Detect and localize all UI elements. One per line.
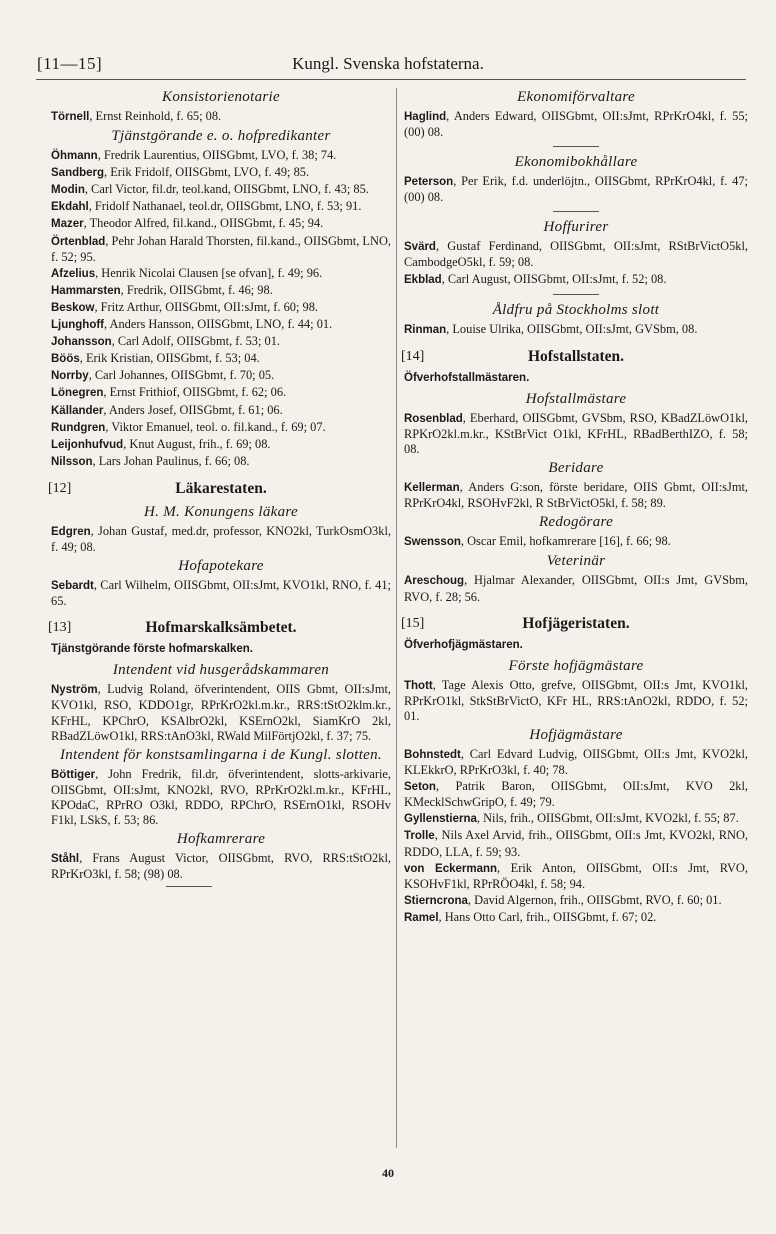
entry [51,109,391,125]
entry-text: , Fridolf Nathanael, teol.dr, OIISGbmt, LNO, f. 53; 91. [88,199,362,214]
entry-name: Ekdahl [51,201,89,214]
entry-text: , David Algernon, frih., OIISGbmt, RVO, f. 60; 01. [467,892,722,907]
entry-name: Rundgren [51,421,106,434]
entry-name: Seton [404,781,436,794]
entry-name: Örtenblad [51,235,106,248]
entry-text: , Nils Axel Arvid, frih., OIISGbmt, OII:s Jmt, KVO2kl, RNO, RDDO, LLA, f. 59; 93. [404,828,748,859]
entry-name: Bohnstedt [404,748,461,761]
group-heading: Hofkamrerare [176,831,266,848]
entry [404,678,748,724]
entry-name: Haglind [404,111,447,123]
entry-name: Swensson [404,536,461,549]
entry-text: , Fredrik, OIISGbmt, f. 46; 98. [120,282,273,297]
group-heading: Intendent vid husgerådskammaren [112,662,330,679]
entry-text: , Nils, frih., OIISGbmt, OII:sJmt, KVO2kl, f. 55; 87. [476,811,739,826]
entry-name: Svärd [404,241,436,254]
entry-text: , Knut August, frih., f. 69; 08. [123,436,271,451]
group-heading: Ekonomibokhållare [514,154,638,171]
entry [404,811,748,827]
entry [404,411,748,457]
entry-name: Leijonhufvud [51,438,124,451]
group-heading: Hofapotekare [178,558,264,575]
group-heading: Hofstallmästare [525,390,627,407]
entry [51,851,391,882]
entry-text: , Carl Wilhelm, OIISGbmt, OII:sJmt, KVO1kl, RNO, f. 41; 65. [51,578,391,609]
entry-name: Törnell [51,111,90,123]
header-section-range: [11—15] [37,54,103,73]
entry-name: Afzelius [51,267,96,280]
entry-name: Rosenblad [404,412,463,425]
entry-text: , Lars Johan Paulinus, f. 66; 08. [92,453,250,468]
entry-text: , Fritz Arthur, OIISGbmt, OII:sJmt, f. 60; 98. [94,299,319,314]
group-heading: Tjänstgörande e. o. hofpredikanter [111,128,331,145]
entry-name: Kellerman [404,482,460,495]
section-number: [15] [401,615,425,631]
entry-name: Modin [51,184,85,197]
entry-name: Ståhl [51,853,80,866]
entry [51,578,391,609]
entry-name: Peterson [404,176,454,189]
entry-text: , Johan Gustaf, med.dr, professor, KNO2kl, TurkOsmO3kl, f. 49; 08. [51,523,391,554]
entry [404,828,748,859]
right-column [401,86,748,927]
entry-name: Trolle [404,830,435,843]
page-number: 40 [382,1166,394,1180]
entry-text: , Eberhard, OIISGbmt, GVSbm, RSO, KBadZLöwO1kl, RPKrO2kl.m.kr., KStBrVict O1kl, KFrHL, RBadBerthIZO, f. 58; 08. [404,410,748,457]
running-header [0,54,776,80]
entry [404,779,748,810]
section-title: Hofjägeristaten. [522,614,630,632]
entry-text: , Oscar Emil, hofkamrerare [16], f. 66; 98. [460,534,671,549]
entry-text: , Erik Fridolf, OIISGbmt, LVO, f. 49; 85. [104,165,310,180]
section-number: [14] [401,348,425,364]
entry [404,109,748,140]
entry-name: Sebardt [51,580,94,593]
group-heading: Förste hofjägmästare [508,657,644,674]
entry-text: , Tage Alexis Otto, grefve, OIISGbmt, OII:s Jmt, KVO1kl, RPrKrO1kl, StkStBrVictO, KFr HL, RRS:tAnO2kl, RDDO, f. 52; 01. [404,677,748,723]
section-heading [48,479,391,499]
entry [51,368,391,384]
entry [51,420,391,436]
entry-text: , Carl Adolf, OIISGbmt, f. 53; 01. [111,334,281,349]
entry [51,385,391,401]
section-heading [401,614,748,634]
entry-text: , John Fredrik, fil.dr, öfverintendent, slotts-arkivarie, OIISGbmt, OII:sJmt, KNO2kl, RVO, RPrKrO2kl.m.kr., KFrHL, KPOdaC, RPrRO O3kl, RDDO, RPChrO, RSErnO1kl, RSOHv F1kl, LSkS, f. 53; 86. [51,766,391,827]
group-heading: Redogörare [538,514,614,531]
entry-name: Ramel [404,911,439,924]
entry-text: , Fredrik Laurentius, OIISGbmt, LVO, f. 38; 74. [97,148,337,163]
group-heading: Hofjägmästare [529,726,623,743]
section-number: [13] [48,620,72,636]
group-separator [553,146,599,147]
entry [51,454,391,470]
section-heading [48,618,391,638]
entry-text: , Gustaf Ferdinand, OIISGbmt, OII:sJmt, RStBrVictO5kl, CambodgeO5kl, f. 59; 08. [404,239,748,270]
header-rule [36,79,746,80]
entry [404,174,748,205]
entry-text: , Ernst Frithiof, OIISGbmt, f. 62; 06. [103,385,287,400]
group-heading: Intendent för konstsamlingarna i de Kungl. slotten. [60,746,382,763]
entry-name: Nyström [51,684,98,697]
entry [404,534,748,550]
entry-text: , Ludvig Roland, öfverintendent, OIIS Gbmt, OII:sJmt, KVO1kl, RSO, KDDO1gr, RPrKrO2kl.m.kr., RRS:tStO2klm.kr., KFrHL, KPChrO, KSAlbrO2kl, KSErnO2kl, SiamKrO 2kl, RBadZLöwO1kl, RRS:tAnO3kl, RWald MilFörtjO2kl, f. 37; 75. [51,682,391,743]
entry [51,403,391,419]
entry-text: , Hjalmar Alexander, OIISGbmt, OII:s Jmt, GVSbm, RVO, f. 28; 56. [404,573,748,604]
entry [404,747,748,778]
entry-name: Areschoug [404,575,465,588]
column-divider [396,88,397,1148]
entry [51,234,391,265]
entry [51,351,391,367]
group-heading: Veterinär [546,553,606,570]
entry-name: Norrby [51,370,89,383]
entry-text: , Anders G:son, förste beridare, OIIS Gbmt, OII:sJmt, RPrKrO4kl, RSOHvF2kl, R StBrVictO5kl, f. 58; 89. [404,480,748,511]
entry-name: Mazer [51,218,84,231]
entry [51,682,391,743]
entry-text: , Ernst Reinhold, f. 65; 08. [89,109,222,123]
group-heading: H. M. Konungens läkare [144,503,298,520]
entry-name: Thott [404,679,433,692]
section-number: [12] [48,480,72,496]
entry [51,182,391,198]
entry-name: Johansson [51,336,112,349]
entry-text: , Carl Victor, fil.dr, teol.kand, OIISGbmt, LNO, f. 43; 85. [84,182,369,197]
entry [404,272,748,288]
entry-name: von Eckermann [404,862,498,875]
entry-text: , Patrik Baron, OIISGbmt, OII:sJmt, KVO 2kl, KMecklSchwGripO, f. 49; 79. [404,779,748,810]
entry-text: , Anders Hansson, OIISGbmt, LNO, f. 44; 01. [104,317,333,332]
entry [404,239,748,270]
entry [51,148,391,164]
entry-name: Ekblad [404,273,442,286]
section-heading [401,347,748,367]
entry [51,524,391,555]
entry-text: , Frans August Victor, OIISGbmt, RVO, RRS:tStO2kl, RPrKrO3kl, f. 58; (98) 08. [51,851,391,882]
entry-text: , Viktor Emanuel, teol. o. fil.kand., f. 69; 07. [105,419,326,434]
entry-name: Hammarsten [51,284,121,297]
entry [51,165,391,181]
entry [404,893,748,909]
header-running-title: Kungl. Svenska hofstaterna. [292,54,484,73]
group-heading: Konsistorienotarie [162,89,280,105]
entry [51,437,391,453]
entry-text: , Pehr Johan Harald Thorsten, fil.kand., OIISGbmt, LNO, f. 52; 95. [51,233,391,264]
entry [51,199,391,215]
entry-text: , Carl Edvard Ludvig, OIISGbmt, OII:s Jmt, KVO2kl, KLEkkrO, RPrKrO3kl, f. 40; 78. [404,746,748,778]
entry [51,216,391,232]
section-subheading: Öfverhofstallmästaren. [404,371,530,384]
entry-name: Edgren [51,525,91,538]
entry [51,283,391,299]
entry-name: Öhmann [51,150,98,163]
entry-name: Källander [51,404,104,417]
entry-text: , Anders Josef, OIISGbmt, f. 61; 06. [103,402,283,417]
entry-name: Nilsson [51,455,93,468]
entry [51,767,391,828]
section-subheading: Tjänstgörande förste hofmarskalken. [51,643,253,656]
section-title: Hofmarskalksämbetet. [145,619,297,637]
entry [51,300,391,316]
entry [51,317,391,333]
entry-name: Stierncrona [404,894,468,907]
entry-name: Gyllenstierna [404,813,477,826]
group-heading: Hoffurirer [543,219,609,236]
entry-text: , Hans Otto Carl, frih., OIISGbmt, f. 67; 02. [438,909,657,924]
group-heading: Åldfru på Stockholms slott [492,301,660,318]
group-heading: Beridare [548,460,604,477]
entry-text: , Erik Kristian, OIISGbmt, f. 53; 04. [79,351,260,366]
entry-name: Beskow [51,301,95,314]
entry-name: Lönegren [51,387,104,400]
entry [404,480,748,511]
section-title: Läkarestaten. [175,479,267,497]
entry-text: , Theodor Alfred, fil.kand., OIISGbmt, f. 45; 94. [83,216,324,231]
entry [404,322,748,338]
section-subheading: Öfverhofjägmästaren. [404,638,523,651]
group-separator [553,294,599,295]
entry-text: , Carl August, OIISGbmt, OII:sJmt, f. 52; 08. [441,271,667,286]
entry-text: , Anders Edward, OIISGbmt, OII:sJmt, RPrKrO4kl, f. 55; (00) 08. [404,109,748,140]
entry-name: Rinman [404,323,447,336]
entry [404,573,748,604]
end-rule [166,886,212,887]
group-heading: Ekonomiförvaltare [517,89,635,105]
entry-text: , Louise Ulrika, OIISGbmt, OII:sJmt, GVSbm, 08. [446,321,698,336]
left-column [48,86,391,893]
entry-name: Ljunghoff [51,319,105,332]
entry-text: , Carl Johannes, OIISGbmt, f. 70; 05. [88,368,275,383]
entry-name: Böttiger [51,768,96,781]
section-title: Hofstallstaten. [527,347,624,365]
entry-name: Sandberg [51,167,105,180]
entry-text: , Erik Anton, OIISGbmt, OII:s Jmt, RVO, KSOHvF1kl, RPrRÖO4kl, f. 58; 94. [404,860,748,891]
entry-name: Böös [51,353,80,366]
entry [51,334,391,350]
entry [404,861,748,892]
entry [404,910,748,926]
group-separator [553,211,599,212]
entry-text: , Henrik Nicolai Clausen [se ofvan], f. 49; 96. [95,265,323,280]
entry-text: , Per Erik, f.d. underlöjtn., OIISGbmt, RPrKrO4kl, f. 47; (00) 08. [404,174,748,205]
entry [51,266,391,282]
